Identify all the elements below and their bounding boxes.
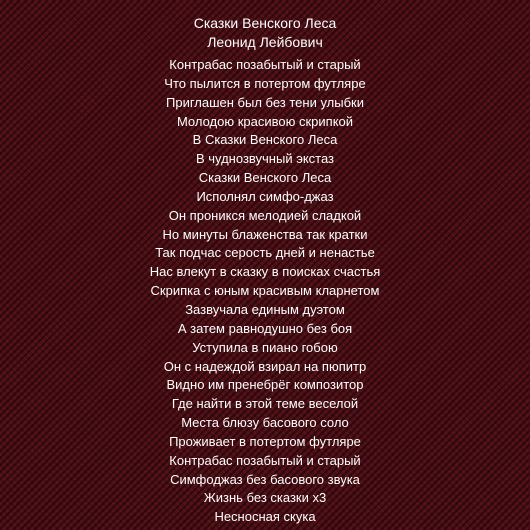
lyric-line: Контрабас позабытый и старый [169, 57, 361, 72]
lyric-line: Исполнял симфо-джаз [196, 188, 334, 204]
lyric-line: А затем равнодушно без боя [177, 320, 353, 336]
lyric-line: Он с надеждой взирал на пюпитр [163, 358, 367, 374]
lyric-line: Жизнь без сказки x3 [203, 490, 327, 506]
lyrics-list [0, 56, 530, 527]
lyric-line: Зазвучала единым дуэтом [185, 301, 345, 317]
lyric-line: Он проникся мелодией сладкой [168, 207, 362, 223]
lyric-line: Скрипка с юным красивым кларнетом [150, 283, 380, 299]
lyric-line: Места блюзу басового соло [181, 415, 349, 431]
lyric-line: Уступила в пиано гобою [192, 339, 338, 355]
song-author: Леонид Лейбович [207, 34, 323, 50]
lyric-line: Видно им пренебрёг композитор [166, 377, 364, 393]
lyric-line: Где найти в этой теме веселой [171, 396, 359, 412]
lyric-line: В Сказки Венского Леса [192, 132, 338, 148]
lyric-line: Проживает в потертом футляре [169, 433, 361, 449]
lyric-line: Что пылится в потертом футляре [164, 75, 366, 91]
lyric-line: В чуднозвучный экстаз [195, 151, 335, 167]
lyric-line: Так подчас серость дней и ненастье [155, 245, 375, 261]
lyric-line: Симфоджаз без басового звука [170, 471, 360, 487]
lyric-line: Но минуты блаженства так кратки [162, 226, 368, 242]
lyric-line: Нас влекут в сказку в поисках счастья [149, 264, 381, 280]
lyric-line: Контрабас позабытый и старый [169, 452, 361, 468]
lyric-line: Молодою красивою скрипкой [176, 113, 354, 129]
song-title: Сказки Венского Леса [193, 15, 337, 31]
lyric-line: Сказки Венского Леса [198, 170, 332, 186]
lyric-line: Приглашен был без тени улыбки [166, 94, 364, 110]
lyric-line: Несносная скука [214, 509, 316, 525]
